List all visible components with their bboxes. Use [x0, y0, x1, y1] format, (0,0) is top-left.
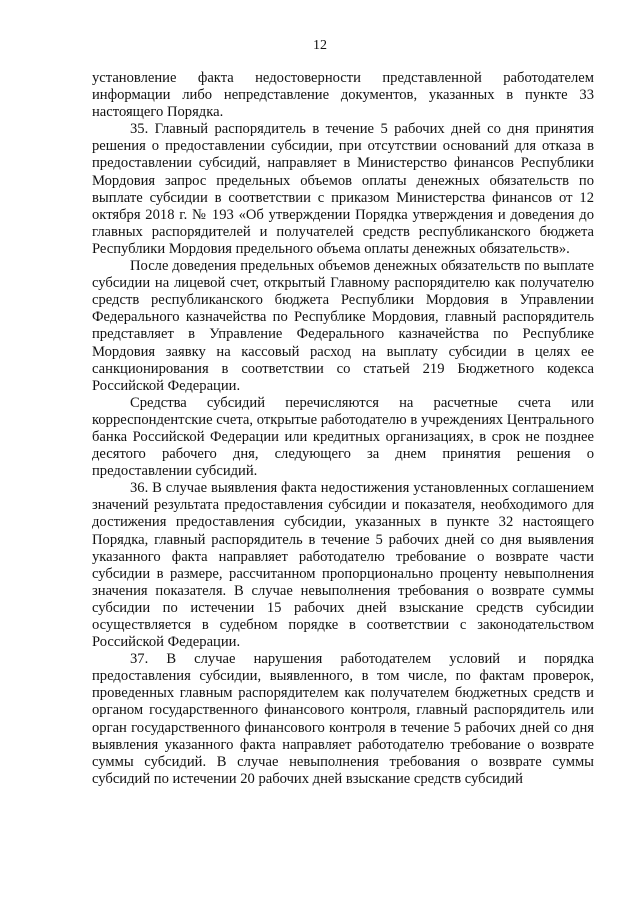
paragraph-item-36: 36. В случае выявления факта недостижения установленных соглашением значений результата предоставления субсидии и показателя, необходимого для достижения предоставления субсидии, указанных в пункте 32 настоящего Порядка, главный распорядитель в течение 5 рабочих дней со дня выявления указанного факта направляет работодателю требование о возврате части субсидии в размере, рассчитанном пропорционально проценту невыполнения значения показателя. В случае невыполнения требования о возврате суммы субсидии по истечении 15 рабочих дней взыскание средств субсидии осуществляется в судебном порядке в соответствии с законодательством Российской Федерации.: [92, 480, 594, 651]
document-body: [92, 70, 594, 788]
paragraph-continuation: установление факта недостоверности представленной работодателем информации либо непредставление документов, указанных в пункте 33 настоящего Порядка.: [92, 70, 594, 121]
paragraph-item-37: 37. В случае нарушения работодателем условий и порядка предоставления субсидии, выявленного, в том числе, по фактам проверок, проведенных главным распорядителем как получателем бюджетных средств и органом государственного финансового контроля, главный распорядитель или орган государственного финансового контроля в течение 5 рабочих дней со дня выявления указанного факта направляет работодателю требование о возврате суммы субсидий. В случае невыполнения требования о возврате суммы субсидий по истечении 20 рабочих дней взыскание средств субсидий: [92, 651, 594, 787]
paragraph-cash-expense: После доведения предельных объемов денежных обязательств по выплате субсидии на лицевой счет, открытый Главному распорядителю как получателю средств республиканского бюджета Республики Мордовия в Управлении Федерального казначейства по Республике Мордовия, главный распорядитель представляет в Управление Федерального казначейства по Республике Мордовия заявку на кассовый расход на выплату субсидии в целях ее санкционирования в соответствии со статьей 219 Бюджетного кодекса Российской Федерации.: [92, 258, 594, 394]
paragraph-item-35: 35. Главный распорядитель в течение 5 рабочих дней со дня принятия решения о предоставлении субсидии, при отсутствии оснований для отказа в предоставлении субсидий, направляет в Министерство финансов Республики Мордовия запрос предельных объемов оплаты денежных обязательств по выплате субсидии в соответствии с приказом Министерства финансов от 12 октября 2018 г. № 193 «Об утверждении Порядка утверждения и доведения до главных распорядителей и получателей средств республиканского бюджета Республики Мордовия предельного объема оплаты денежных обязательств».: [92, 121, 594, 257]
paragraph-subsidy-transfer: Средства субсидий перечисляются на расчетные счета или корреспондентские счета, открытые работодателю в учреждениях Центрального банка Российской Федерации или кредитных организациях, в срок не позднее десятого рабочего дня, следующего за днем принятия решения о предоставлении субсидий.: [92, 394, 594, 480]
page-number: 12: [313, 38, 327, 53]
